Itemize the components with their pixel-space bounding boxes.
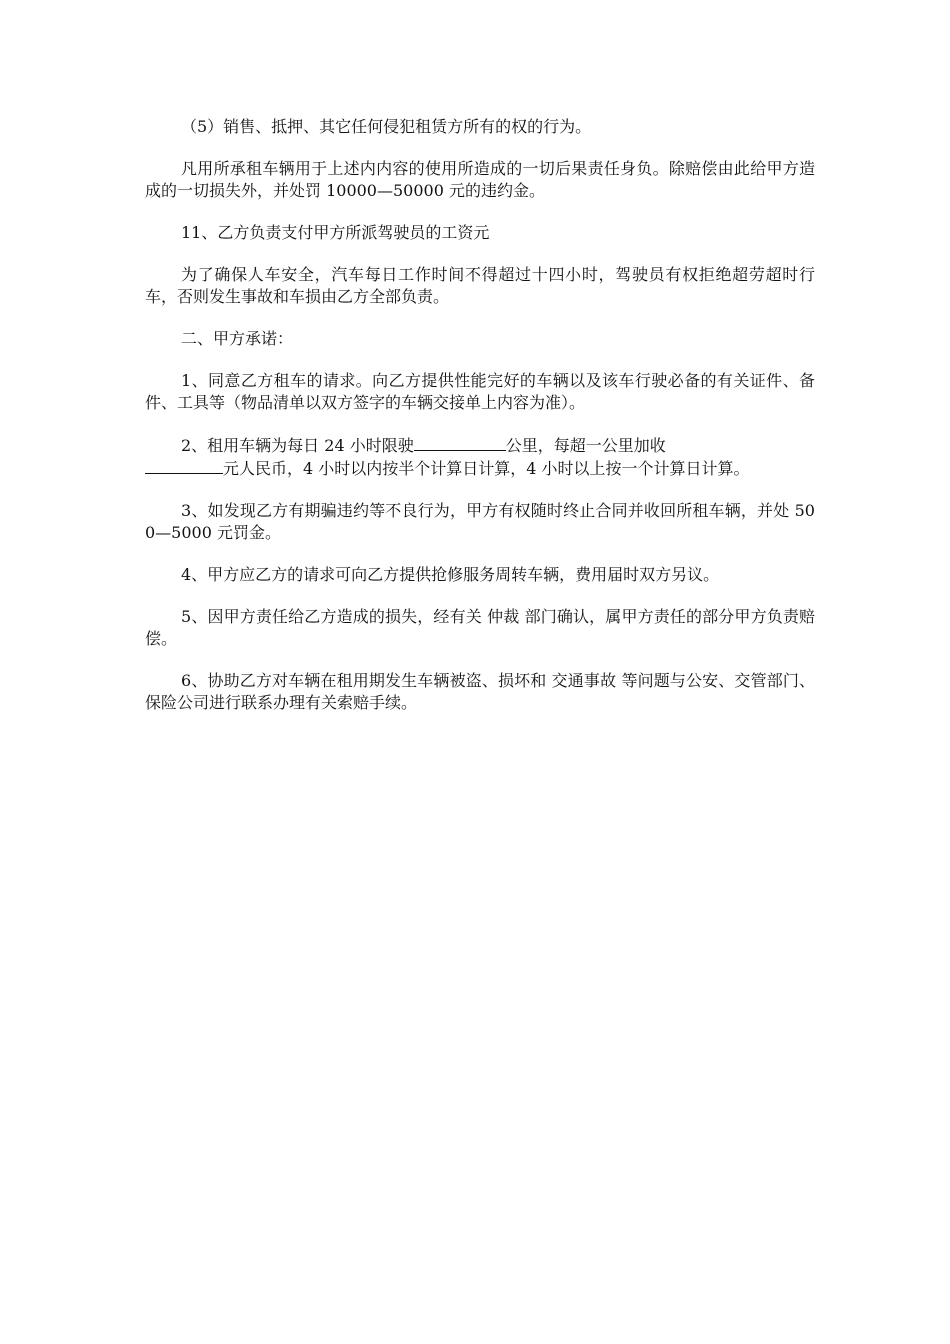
surcharge-blank-field bbox=[145, 457, 223, 474]
commitment-claims-assistance: 6、协助乙方对车辆在租用期发生车辆被盗、损坏和 交通事故 等问题与公安、交管部门、保险公司进行联系办理有关索赔手续。 bbox=[145, 671, 815, 712]
document-body bbox=[145, 116, 815, 734]
commitment-compensation: 5、因甲方责任给乙方造成的损失，经有关 仲裁 部门确认，属甲方责任的部分甲方负责赔偿。 bbox=[145, 607, 815, 648]
mileage-text-middle: 公里，每超一公里加收 bbox=[505, 436, 666, 455]
mileage-text-start: 2、租用车辆为每日 24 小时限驶 bbox=[181, 436, 414, 455]
commitment-terminate-contract: 3、如发现乙方有期骗违约等不良行为，甲方有权随时终止合同并收回所租车辆，并处 500—5000 元罚金。 bbox=[145, 501, 815, 542]
clause-liability-penalty: 凡用所承租车辆用于上述内内容的使用所造成的一切后果责任身负。除赔偿由此给甲方造成的一切损失外，并处罚 10000—50000 元的违约金。 bbox=[145, 159, 815, 200]
mileage-blank-field bbox=[414, 434, 506, 451]
commitment-mileage-limit bbox=[145, 434, 815, 480]
clause-sale-mortgage: （5）销售、抵押、其它任何侵犯租赁方所有的权的行为。 bbox=[181, 117, 592, 136]
clause-working-hours: 为了确保人车安全，汽车每日工作时间不得超过十四小时，驾驶员有权拒绝超劳超时行车，否则发生事故和车损由乙方全部负责。 bbox=[145, 265, 815, 306]
section-heading-party-a-commitments: 二、甲方承诺： bbox=[181, 329, 294, 348]
commitment-repair-service: 4、甲方应乙方的请求可向乙方提供抢修服务周转车辆，费用届时双方另议。 bbox=[181, 565, 720, 584]
commitment-provide-vehicle: 1、同意乙方租车的请求。向乙方提供性能完好的车辆以及该车行驶必备的有关证件、备件、工具等（物品清单以双方签字的车辆交接单上内容为准）。 bbox=[145, 371, 815, 412]
clause-driver-wages: 11、乙方负责支付甲方所派驾驶员的工资元 bbox=[181, 223, 490, 242]
mileage-text-end: 元人民币，4 小时以内按半个计算日计算，4 小时以上按一个计算日计算。 bbox=[223, 459, 750, 478]
